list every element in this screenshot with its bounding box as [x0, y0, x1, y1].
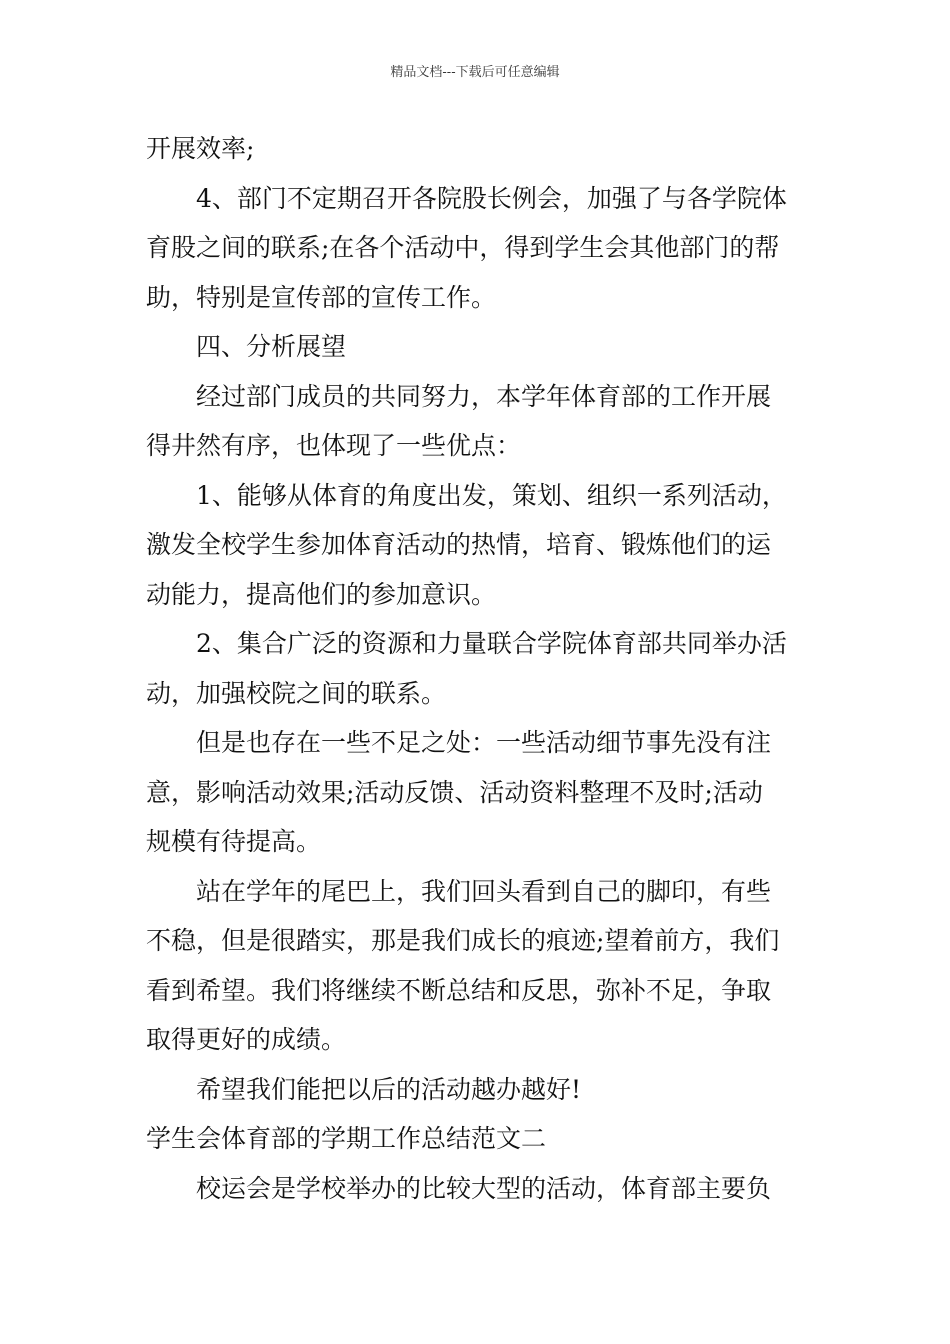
text-line: 意，影响活动效果;活动反馈、活动资料整理不及时;活动: [146, 777, 763, 807]
text-line: 助，特别是宣传部的宣传工作。: [146, 282, 497, 312]
document-title: 学生会体育部的学期工作总结范文二: [146, 1124, 547, 1153]
text-line: 4、部门不定期召开各院股长例会，加强了与各学院体: [196, 183, 787, 213]
page-header: 精品文档---下载后可任意编辑: [390, 65, 560, 80]
text-line: 开展效率;: [146, 134, 255, 163]
text-line: 激发全校学生参加体育活动的热情，培育、锻炼他们的运: [146, 530, 772, 559]
text-line: 规模有待提高。: [146, 827, 322, 856]
text-line: 希望我们能把以后的活动越办越好!: [196, 1074, 582, 1104]
text-line: 动，加强校院之间的联系。: [146, 678, 447, 708]
text-line: 经过部门成员的共同努力，本学年体育部的工作开展: [196, 381, 772, 411]
text-line: 站在学年的尾巴上，我们回头看到自己的脚印，有些: [196, 876, 772, 906]
text-line: 1、能够从体育的角度出发，策划、组织一系列活动，: [196, 480, 787, 510]
text-line: 育股之间的联系;在各个活动中，得到学生会其他部门的帮: [146, 233, 780, 262]
text-line: 得井然有序，也体现了一些优点：: [146, 431, 522, 460]
text-line: 动能力，提高他们的参加意识。: [146, 579, 497, 609]
text-line: 2、集合广泛的资源和力量联合学院体育部共同举办活: [196, 629, 787, 658]
text-line: 不稳，但是很踏实，那是我们成长的痕迹;望着前方，我们: [146, 926, 780, 955]
document-body: [146, 124, 811, 1213]
text-line: 看到希望。我们将继续不断总结和反思，弥补不足，争取: [146, 975, 772, 1005]
section-heading: 四、分析展望: [196, 332, 347, 361]
text-line: 取得更好的成绩。: [146, 1025, 347, 1054]
text-line: 校运会是学校举办的比较大型的活动，体育部主要负: [196, 1173, 772, 1203]
text-line: 但是也存在一些不足之处：一些活动细节事先没有注: [196, 728, 772, 757]
